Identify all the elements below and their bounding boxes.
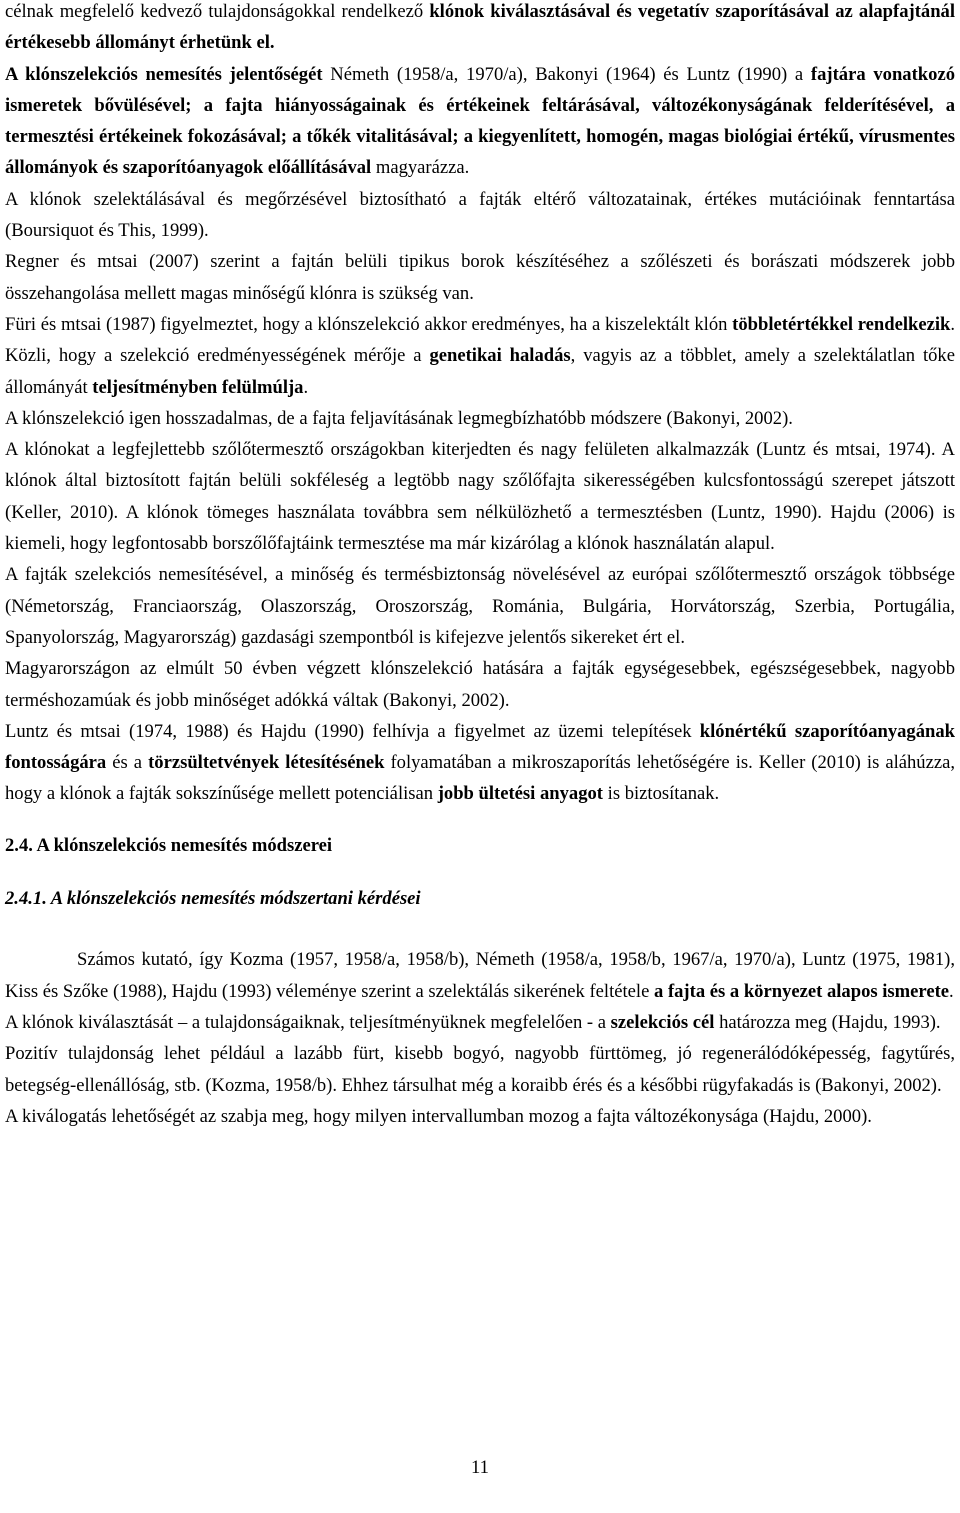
- paragraph-variability: [5, 1101, 955, 1132]
- text-span: és a: [106, 752, 149, 774]
- paragraph-significance: [5, 59, 955, 184]
- paragraph-luntz: [5, 716, 955, 810]
- paragraph-usage: [5, 434, 955, 559]
- paragraph-positive-traits: [5, 1038, 955, 1101]
- paragraph-regner: [5, 246, 955, 309]
- paragraph-europe: [5, 559, 955, 653]
- paragraph-furi: [5, 309, 955, 403]
- bold-text: jobb ültetési anyagot: [437, 783, 604, 805]
- text-span: célnak megfelelő kedvező tulajdonságokkal rendelkező: [5, 1, 430, 22]
- text-span: folyamatában a mikroszaporítás lehetőségére is. Keller (2010) is aláhúzza, hogy a klónok a fajták sokszínűsége mellett potenciálisan: [5, 752, 956, 805]
- text-span: Regner és mtsai (2007) szerint a fajtán belüli tipikus borok készítéséhez a szőlészeti és borászati módszerek jobb összehangolása mellett magas minőségű klónra is szükség van.: [5, 251, 955, 304]
- paragraph-clone-selection-intro: [5, 0, 955, 59]
- bold-text: szelekciós cél: [610, 1011, 715, 1033]
- text-span: magyarázza.: [371, 157, 470, 179]
- spacer: [5, 861, 955, 883]
- bold-text: törzsültetvények létesítésének: [148, 752, 385, 774]
- subsection-heading: 2.4.1. A klónszelekciós nemesítés módszertani kérdései: [5, 888, 421, 910]
- bold-text: A klónszelekciós nemesítés jelentőségét: [5, 63, 323, 85]
- text-span: , vagyis az a többlet, amely a szelektálatlan tőke állományát: [5, 345, 955, 398]
- text-span: . Közli, hogy a szelekció eredményességének mérője a: [5, 313, 956, 367]
- paragraph-researchers: [5, 944, 955, 1007]
- bold-text: klónok kiválasztásával és vegetatív szaporításával az alapfajtánál értékesebb állományt érhetünk el.: [5, 1, 955, 54]
- bold-text: fajtára vonatkozó ismeretek bővülésével; a fajta hiányosságainak és értékeinek feltárásával, változékonyságának felderítésével, a termesztési értékeinek fokozásával; a tőkék vitalitásával; a kiegyenlített, homogén, magas biológiai értékű, vírusmentes állományok és szaporítóanyagok előállításával: [5, 63, 955, 179]
- document-page: [5, 0, 955, 1132]
- text-span: Németh (1958/a, 1970/a), Bakonyi (1964) és Luntz (1990) a: [322, 63, 811, 85]
- text-span: is biztosítanak.: [603, 783, 720, 805]
- paragraph-hungary: [5, 653, 955, 716]
- text-span: Luntz és mtsai (1974, 1988) és Hajdu (1990) felhívja a figyelmet az üzemi telepítések: [5, 720, 700, 742]
- text-span: Magyarországon az elmúlt 50 évben végzett klónszelekció hatására a fajták egységesebbek, egészségesebbek, nagyobb terméshozamúak és jobb minőséget adókká váltak (Bakonyi, 2002).: [5, 658, 955, 711]
- text-span: Számos kutató, így Kozma (1957, 1958/a, 1958/b), Németh (1958/a, 1958/b, 1967/a, 1970/a), Luntz (1975, 1981), Kiss és Szőke (1988), Hajdu (1993) véleménye szerint a szelektálás sikerének feltétele: [5, 949, 955, 1002]
- section-heading: 2.4. A klónszelekciós nemesítés módszerei: [5, 834, 333, 856]
- spacer: [5, 914, 955, 944]
- spacer: [5, 810, 955, 830]
- text-span: A klónok szelektálásával és megőrzésével biztosítható a fajták eltérő változatainak, értékes mutációinak fenntartása (Boursiquot és This, 1999).: [5, 188, 955, 242]
- text-span: .: [303, 376, 309, 398]
- text-span: határozza meg (Hajdu, 1993).: [714, 1011, 941, 1033]
- text-span: A kiválogatás lehetőségét az szabja meg, hogy milyen intervallumban mozog a fajta változékonysága (Hajdu, 2000).: [5, 1105, 872, 1127]
- text-span: A klónokat a legfejlettebb szőlőtermesztő országokban kiterjedten és nagy felületen alkalmazzák (Luntz és mtsai, 1974). A klónok által biztosított fajtán belüli sokféleség a legtöbb nagy szőlőfajta sikerességében kulcsfontosságú szerepet játszott (Keller, 2010). A klónok tömeges használata továbbra sem nélkülözhető a termesztésben (Luntz, 1990). Hajdu (2006) is kiemeli, hogy legfontosabb borszőlőfajtáink termesztése ma már kizárólag a klónok használatán alapul.: [5, 439, 955, 555]
- text-span: A klónok kiválasztását – a tulajdonságaiknak, teljesítményüknek megfelelően - a: [5, 1011, 611, 1033]
- text-span: Pozitív tulajdonság lehet például a lazább fürt, kisebb bogyó, nagyobb fürttömeg, jó regenerálódóképesség, fagytűrés, betegség-ellenállóság, stb. (Kozma, 1958/b). Ehhez társulhat még a koraibb érés és a későbbi rügyfakadás is (Bakonyi, 2002).: [5, 1043, 955, 1096]
- text-span: .: [949, 980, 954, 1002]
- page-number: 11: [471, 1457, 489, 1478]
- paragraph-lengthy: [5, 403, 955, 434]
- bold-text: teljesítményben felülmúlja: [92, 376, 304, 398]
- text-span: Füri és mtsai (1987) figyelmeztet, hogy a klónszelekció akkor eredményes, ha a kiszelektált klón: [5, 313, 733, 335]
- text-span: A fajták szelekciós nemesítésével, a minőség és termésbiztonság növelésével az európai szőlőtermesztő országok többsége (Németország, Franciaország, Olaszország, Oroszország, Románia, Bulgária, Horvátország, Szerbia, Portugália, Spanyolország, Magyarország) gazdasági szempontból is kifejezve jelentős sikereket ért el.: [5, 564, 955, 648]
- bold-text: klónértékű szaporítóanyagának fontosságára: [5, 720, 955, 774]
- paragraph-variants: [5, 184, 955, 247]
- bold-text: genetikai haladás: [429, 345, 571, 367]
- bold-text: többletértékkel rendelkezik: [732, 313, 951, 335]
- paragraph-selection-goal: [5, 1007, 955, 1038]
- text-span: A klónszelekció igen hosszadalmas, de a fajta feljavításának legmegbízhatóbb módszere (Bakonyi, 2002).: [5, 407, 793, 429]
- bold-text: a fajta és a környezet alapos ismerete: [654, 980, 950, 1002]
